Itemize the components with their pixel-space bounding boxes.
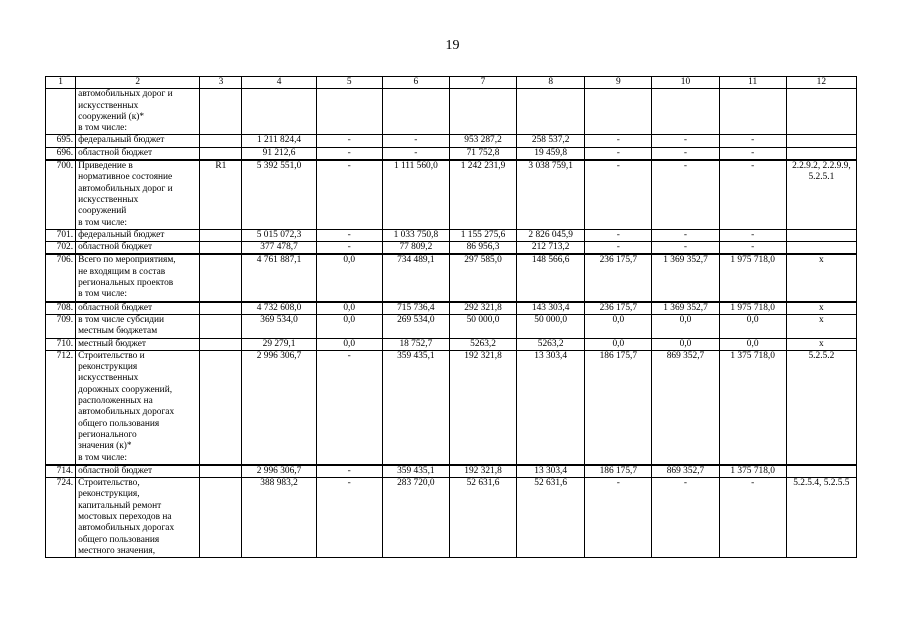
table-cell: 712. bbox=[46, 350, 76, 464]
table-cell: 710. bbox=[46, 338, 76, 350]
table-cell: 706. bbox=[46, 254, 76, 301]
table-cell: 143 303,4 bbox=[517, 302, 585, 315]
table-cell: 377 478,7 bbox=[242, 242, 316, 255]
table-row bbox=[46, 338, 857, 350]
table-cell: 5263,2 bbox=[517, 338, 585, 350]
table-cell bbox=[585, 89, 652, 135]
table-cell: - bbox=[382, 135, 449, 147]
table-cell: 1 975 718,0 bbox=[719, 302, 786, 315]
table-cell: областной бюджет bbox=[76, 302, 200, 315]
column-header: 11 bbox=[719, 77, 786, 89]
table-cell: 258 537,2 bbox=[517, 135, 585, 147]
table-cell bbox=[242, 89, 316, 135]
table-cell: областной бюджет bbox=[76, 147, 200, 160]
table-cell: областной бюджет bbox=[76, 465, 200, 478]
table-cell: - bbox=[585, 478, 652, 558]
table-cell bbox=[200, 338, 242, 350]
table-row bbox=[46, 465, 857, 478]
table-cell: - bbox=[316, 242, 382, 255]
column-header: 2 bbox=[76, 77, 200, 89]
budget-table bbox=[45, 76, 857, 558]
table-cell: - bbox=[719, 147, 786, 160]
table-cell: - bbox=[316, 478, 382, 558]
table-cell: 297 585,0 bbox=[449, 254, 516, 301]
table-cell: R1 bbox=[200, 160, 242, 229]
table-cell: 192 321,8 bbox=[449, 465, 516, 478]
table-cell: - bbox=[585, 147, 652, 160]
table-cell: 702. bbox=[46, 242, 76, 255]
table-cell bbox=[786, 229, 856, 241]
table-cell: в том числе субсидии местным бюджетам bbox=[76, 314, 200, 338]
table-cell: x bbox=[786, 314, 856, 338]
table-cell: 186 175,7 bbox=[585, 350, 652, 464]
table-cell: - bbox=[316, 160, 382, 229]
table-cell: 695. bbox=[46, 135, 76, 147]
column-header: 4 bbox=[242, 77, 316, 89]
table-cell: 953 287,2 bbox=[449, 135, 516, 147]
table-row bbox=[46, 350, 857, 464]
table-cell: 1 211 824,4 bbox=[242, 135, 316, 147]
table-cell: 5.2.5.4, 5.2.5.5 bbox=[786, 478, 856, 558]
table-cell: - bbox=[585, 229, 652, 241]
table-cell: 86 956,3 bbox=[449, 242, 516, 255]
table-cell: 13 303,4 bbox=[517, 350, 585, 464]
table-cell bbox=[200, 254, 242, 301]
table-cell: 236 175,7 bbox=[585, 254, 652, 301]
table-row bbox=[46, 302, 857, 315]
table-cell bbox=[786, 135, 856, 147]
table-cell: - bbox=[585, 135, 652, 147]
table-cell: 52 631,6 bbox=[449, 478, 516, 558]
table-cell: 1 033 750,8 bbox=[382, 229, 449, 241]
table-cell bbox=[200, 147, 242, 160]
table-cell: 0,0 bbox=[652, 338, 719, 350]
table-cell: 359 435,1 bbox=[382, 465, 449, 478]
table-cell: 71 752,8 bbox=[449, 147, 516, 160]
table-cell bbox=[200, 242, 242, 255]
column-header: 9 bbox=[585, 77, 652, 89]
table-cell: 186 175,7 bbox=[585, 465, 652, 478]
table-cell: 3 038 759,1 bbox=[517, 160, 585, 229]
table-cell: 734 489,1 bbox=[382, 254, 449, 301]
table-cell: 192 321,8 bbox=[449, 350, 516, 464]
column-header: 10 bbox=[652, 77, 719, 89]
table-cell: - bbox=[382, 147, 449, 160]
table-cell: - bbox=[652, 478, 719, 558]
table-cell: - bbox=[652, 147, 719, 160]
table-cell: 269 534,0 bbox=[382, 314, 449, 338]
table-cell: 50 000,0 bbox=[517, 314, 585, 338]
table-cell: 13 303,4 bbox=[517, 465, 585, 478]
table-cell: 1 375 718,0 bbox=[719, 350, 786, 464]
table-cell: областной бюджет bbox=[76, 242, 200, 255]
table-cell: 19 459,8 bbox=[517, 147, 585, 160]
table-row bbox=[46, 314, 857, 338]
table-cell: 709. bbox=[46, 314, 76, 338]
table-row bbox=[46, 229, 857, 241]
table-cell bbox=[200, 314, 242, 338]
table-cell: 701. bbox=[46, 229, 76, 241]
column-header: 1 bbox=[46, 77, 76, 89]
table-cell: 0,0 bbox=[316, 338, 382, 350]
table-cell bbox=[200, 302, 242, 315]
table-cell: Приведение в нормативное состояние автомобильных дорог и искусственных сооружений в том числе: bbox=[76, 160, 200, 229]
table-cell bbox=[200, 350, 242, 464]
table-cell: 91 212,6 bbox=[242, 147, 316, 160]
table-cell: - bbox=[719, 160, 786, 229]
table-cell bbox=[316, 89, 382, 135]
table-cell: - bbox=[316, 147, 382, 160]
table-cell: 18 752,7 bbox=[382, 338, 449, 350]
column-header: 5 bbox=[316, 77, 382, 89]
table-cell: 708. bbox=[46, 302, 76, 315]
column-header: 3 bbox=[200, 77, 242, 89]
table-cell: 0,0 bbox=[316, 314, 382, 338]
table-cell: x bbox=[786, 254, 856, 301]
table-cell: x bbox=[786, 338, 856, 350]
table-cell bbox=[382, 89, 449, 135]
table-cell: 1 369 352,7 bbox=[652, 302, 719, 315]
table-cell: 1 242 231,9 bbox=[449, 160, 516, 229]
table-cell: 283 720,0 bbox=[382, 478, 449, 558]
table-cell: 0,0 bbox=[585, 314, 652, 338]
table-cell: 696. bbox=[46, 147, 76, 160]
table-cell: 2 996 306,7 bbox=[242, 465, 316, 478]
table-cell: 1 111 560,0 bbox=[382, 160, 449, 229]
table-cell: 0,0 bbox=[316, 254, 382, 301]
table-cell: - bbox=[719, 242, 786, 255]
table-cell: - bbox=[585, 160, 652, 229]
table-cell: 715 736,4 bbox=[382, 302, 449, 315]
table-cell: 236 175,7 bbox=[585, 302, 652, 315]
table-cell bbox=[46, 89, 76, 135]
table-cell: 2 996 306,7 bbox=[242, 350, 316, 464]
table-cell: 869 352,7 bbox=[652, 465, 719, 478]
table-cell: 0,0 bbox=[585, 338, 652, 350]
table-cell: 714. bbox=[46, 465, 76, 478]
table-cell: местный бюджет bbox=[76, 338, 200, 350]
table-cell: - bbox=[652, 160, 719, 229]
table-cell: федеральный бюджет bbox=[76, 135, 200, 147]
page-number: 19 bbox=[445, 38, 460, 53]
table-cell: 369 534,0 bbox=[242, 314, 316, 338]
table-cell: 1 155 275,6 bbox=[449, 229, 516, 241]
column-header: 12 bbox=[786, 77, 856, 89]
table-cell: 148 566,6 bbox=[517, 254, 585, 301]
table-cell: 4 761 887,1 bbox=[242, 254, 316, 301]
table-cell: - bbox=[316, 350, 382, 464]
table-cell: 1 375 718,0 bbox=[719, 465, 786, 478]
table-cell: 50 000,0 bbox=[449, 314, 516, 338]
table-cell: 700. bbox=[46, 160, 76, 229]
table-cell bbox=[719, 89, 786, 135]
table-header-row bbox=[46, 77, 857, 89]
table-cell: - bbox=[652, 242, 719, 255]
table-row bbox=[46, 147, 857, 160]
table-row bbox=[46, 135, 857, 147]
table-cell: - bbox=[585, 242, 652, 255]
table-cell: 77 809,2 bbox=[382, 242, 449, 255]
table-cell bbox=[449, 89, 516, 135]
table-cell: 5 392 551,0 bbox=[242, 160, 316, 229]
table-cell: - bbox=[316, 135, 382, 147]
table-cell: федеральный бюджет bbox=[76, 229, 200, 241]
table-cell bbox=[786, 242, 856, 255]
table-cell bbox=[200, 478, 242, 558]
table-cell bbox=[786, 147, 856, 160]
table-cell bbox=[200, 465, 242, 478]
table-cell: 5.2.5.2 bbox=[786, 350, 856, 464]
column-header: 7 bbox=[449, 77, 516, 89]
table-cell bbox=[517, 89, 585, 135]
table-cell: 2 826 045,9 bbox=[517, 229, 585, 241]
table-cell: 212 713,2 bbox=[517, 242, 585, 255]
table-cell: - bbox=[316, 465, 382, 478]
table-row bbox=[46, 160, 857, 229]
table-cell: - bbox=[719, 229, 786, 241]
table-cell bbox=[200, 89, 242, 135]
table-row bbox=[46, 254, 857, 301]
table-cell: 0,0 bbox=[719, 338, 786, 350]
table-cell: Строительство, реконструкция, капитальный ремонт мостовых переходов на автомобильных дорогах общего пользования местного значения, bbox=[76, 478, 200, 558]
table-cell: - bbox=[652, 135, 719, 147]
table-cell: 0,0 bbox=[652, 314, 719, 338]
table-cell: 0,0 bbox=[316, 302, 382, 315]
table-cell: 1 975 718,0 bbox=[719, 254, 786, 301]
table-cell: - bbox=[719, 478, 786, 558]
table-cell: 29 279,1 bbox=[242, 338, 316, 350]
table-cell: 388 983,2 bbox=[242, 478, 316, 558]
table-cell: - bbox=[719, 135, 786, 147]
table-cell: - bbox=[652, 229, 719, 241]
table-cell: 1 369 352,7 bbox=[652, 254, 719, 301]
table-cell: 5263,2 bbox=[449, 338, 516, 350]
table-cell bbox=[652, 89, 719, 135]
table-cell bbox=[786, 465, 856, 478]
column-header: 6 bbox=[382, 77, 449, 89]
table-cell bbox=[786, 89, 856, 135]
table-cell bbox=[200, 229, 242, 241]
table-cell: 869 352,7 bbox=[652, 350, 719, 464]
table-cell: 52 631,6 bbox=[517, 478, 585, 558]
table-cell: 0,0 bbox=[719, 314, 786, 338]
table-cell: - bbox=[316, 229, 382, 241]
table-row bbox=[46, 242, 857, 255]
table-body bbox=[46, 89, 857, 558]
table-cell: 4 732 608,0 bbox=[242, 302, 316, 315]
table-cell: Всего по мероприятиям, не входящим в состав региональных проектов в том числе: bbox=[76, 254, 200, 301]
table-cell: 724. bbox=[46, 478, 76, 558]
table-cell: 5 015 072,3 bbox=[242, 229, 316, 241]
table-cell: 359 435,1 bbox=[382, 350, 449, 464]
table-cell: 292 321,8 bbox=[449, 302, 516, 315]
table-row bbox=[46, 89, 857, 135]
column-header: 8 bbox=[517, 77, 585, 89]
table-cell: автомобильных дорог и искусственных сооружений (к)* в том числе: bbox=[76, 89, 200, 135]
table-cell: 2.2.9.2, 2.2.9.9, 5.2.5.1 bbox=[786, 160, 856, 229]
table-cell: x bbox=[786, 302, 856, 315]
table-row bbox=[46, 478, 857, 558]
table-cell bbox=[200, 135, 242, 147]
table-cell: Строительство и реконструкция искусственных дорожных сооружений, расположенных на автомобильных дорогах общего пользования регионального значения (к)* в том числе: bbox=[76, 350, 200, 464]
